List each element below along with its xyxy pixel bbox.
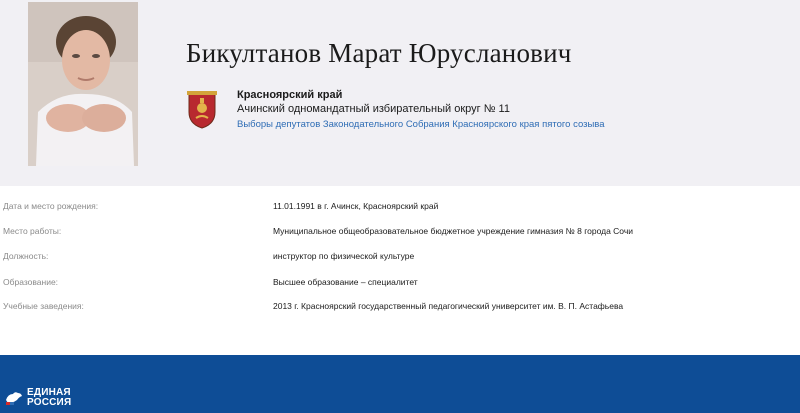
detail-value: Высшее образование – специалитет	[273, 277, 418, 287]
detail-label: Должность:	[3, 251, 49, 261]
candidate-photo	[28, 2, 138, 166]
detail-value: инструктор по физической культуре	[273, 251, 415, 261]
detail-label: Образование:	[3, 277, 59, 287]
logo-line1: ЕДИНАЯ	[27, 387, 71, 398]
detail-row-education	[0, 277, 800, 297]
detail-label: Место работы:	[3, 226, 62, 236]
detail-value: Муниципальное общеобразовательное бюджетное учреждение гимназия № 8 города Сочи	[273, 226, 634, 236]
detail-row-position	[0, 251, 800, 271]
detail-value: 11.01.1991 в г. Ачинск, Красноярский край	[273, 201, 439, 211]
electoral-district: Ачинский одномандатный избирательный округ № 11	[237, 103, 510, 115]
elections-link[interactable]: Выборы депутатов Законодательного Собрания Красноярского края пятого созыва	[237, 119, 605, 130]
bear-icon	[5, 388, 23, 406]
detail-row-institutions	[0, 301, 800, 321]
coat-of-arms-icon	[186, 90, 218, 130]
detail-value: 2013 г. Красноярский государственный педагогический университет им. В. П. Астафьева	[273, 301, 624, 311]
detail-row-birth	[0, 201, 800, 221]
logo-line2: РОССИЯ	[27, 397, 72, 408]
detail-label: Учебные заведения:	[3, 301, 84, 311]
detail-label: Дата и место рождения:	[3, 201, 99, 211]
region-name: Красноярский край	[237, 89, 343, 101]
detail-row-workplace	[0, 226, 800, 246]
united-russia-logo[interactable]	[5, 387, 72, 411]
candidate-name: Бикултанов Марат Юрусланович	[186, 38, 572, 68]
site-footer	[0, 355, 800, 413]
profile-header	[0, 0, 800, 186]
